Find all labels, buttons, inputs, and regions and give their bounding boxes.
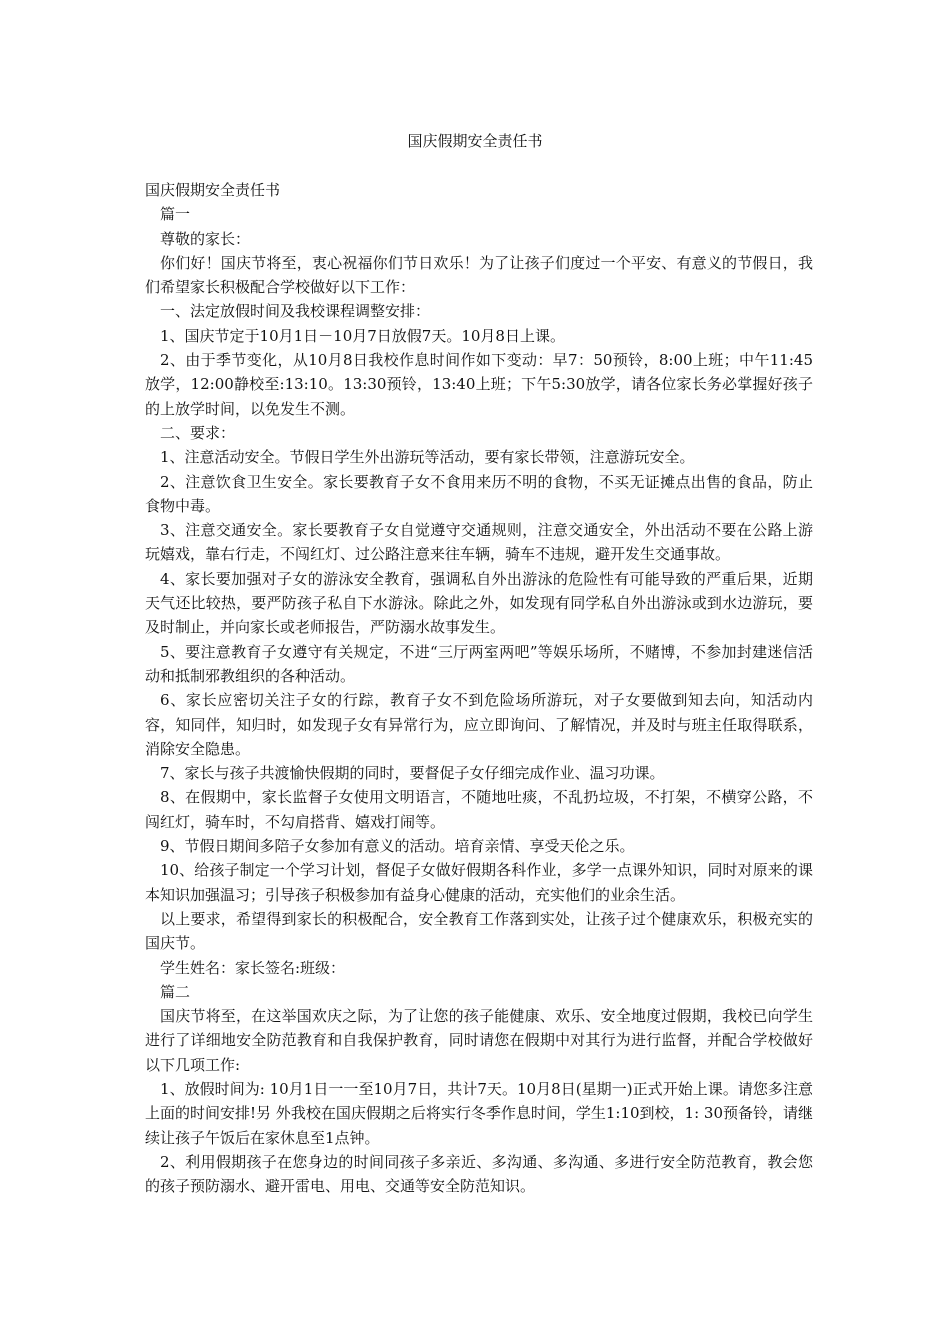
paragraph: 尊敬的家长： bbox=[160, 229, 251, 248]
paragraph: 4、家长要加强对子女的游泳安全教育，强调私自外出游泳的危险性有可能导致的严重后果，近期天气还比较热，要严防孩子私自下水游泳。除此之外，如发现有同学私自外出游泳或到水边游玩，要及时制止，并向家长或老师报告，严防溺水故事发生。 bbox=[145, 569, 813, 637]
document-title: 国庆假期安全责任书 bbox=[407, 132, 543, 150]
paragraph: 7、家长与孩子共渡愉快假期的同时，要督促子女仔细完成作业、温习功课。 bbox=[160, 764, 665, 783]
paragraph: 8、在假期中，家长监督子女使用文明语言，不随地吐痰，不乱扔垃圾，不打架，不横穿公路，不闯红灯，骑车时，不勾肩搭背、嬉戏打闹等。 bbox=[145, 788, 813, 831]
paragraph: 2、注意饮食卫生安全。家长要教育子女不食用来历不明的食物，不买无证摊点出售的食品，防止食物中毒。 bbox=[145, 472, 813, 515]
paragraph: 学生姓名：家长签名:班级： bbox=[160, 958, 346, 977]
paragraph: 6、家长应密切关注子女的行踪，教育子女不到危险场所游玩，对子女要做到知去向，知活动内容，知同伴，知归时，如发现子女有异常行为，应立即询问、了解情况，并及时与班主任取得联系，消除安全隐患。 bbox=[145, 691, 813, 758]
paragraph: 篇二 bbox=[160, 982, 191, 1001]
paragraph: 2、由于季节变化，从10月8日我校作息时间作如下变动：早7：50预铃，8:00上班；中午11:45放学，12:00静校至:13:10。13:30预铃，13:40上班；下午5:30放学，请各位家长务必掌握好孩子的上放学时间，以免发生不测。 bbox=[145, 351, 813, 418]
paragraph: 9、节假日期间多陪子女参加有意义的活动。培育亲情、享受天伦之乐。 bbox=[160, 837, 635, 856]
paragraph: 国庆假期安全责任书 bbox=[145, 181, 281, 199]
paragraph: 一、法定放假时间及我校课程调整安排： bbox=[160, 302, 431, 321]
paragraph: 你们好！国庆节将至，衷心祝福你们节日欢乐！为了让孩子们度过一个平安、有意义的节假日，我们希望家长积极配合学校做好以下工作： bbox=[145, 253, 813, 297]
document-body bbox=[145, 178, 813, 1198]
paragraph: 1、国庆节定于10月1日－10月7日放假7天。10月8日上课。 bbox=[160, 326, 565, 345]
paragraph: 5、要注意教育子女遵守有关规定，不进“三厅两室两吧”等娱乐场所，不赌博，不参加封建迷信活动和抵制邪教组织的各种活动。 bbox=[145, 642, 813, 685]
paragraph: 篇一 bbox=[160, 205, 191, 224]
paragraph: 以上要求，希望得到家长的积极配合，安全教育工作落到实处，让孩子过个健康欢乐，积极充实的国庆节。 bbox=[145, 909, 813, 953]
paragraph: 1、放假时间为: 10月1日一一至10月7日，共计7天。10月8日(星期一)正式开始上课。请您多注意上面的时间安排!另 外我校在国庆假期之后将实行冬季作息时间，学生1:10到校，1: 30预备铃，请继续让孩子午饭后在家休息至1点钟。 bbox=[145, 1079, 813, 1147]
paragraph: 2、利用假期孩子在您身边的时间同孩子多亲近、多沟通、多沟通、多进行安全防范教育，教会您的孩子预防溺水、避开雷电、用电、交通等安全防范知识。 bbox=[145, 1152, 813, 1196]
paragraph: 国庆节将至，在这举国欢庆之际，为了让您的孩子能健康、欢乐、安全地度过假期，我校已向学生进行了详细地安全防范教育和自我保护教育，同时请您在假期中对其行为进行监督，并配合学校做好以下几项工作: bbox=[145, 1007, 813, 1074]
paragraph: 10、给孩子制定一个学习计划，督促子女做好假期各科作业，多学一点课外知识，同时对原来的课本知识加强温习；引导孩子积极参加有益身心健康的活动，充实他们的业余生活。 bbox=[145, 861, 813, 904]
paragraph: 1、注意活动安全。节假日学生外出游玩等活动，要有家长带领，注意游玩安全。 bbox=[160, 448, 695, 467]
paragraph: 二、要求： bbox=[160, 423, 236, 442]
paragraph: 3、注意交通安全。家长要教育子女自觉遵守交通规则，注意交通安全，外出活动不要在公路上游玩嬉戏，靠右行走，不闯红灯、过公路注意来往车辆，骑车不违规，避开发生交通事故。 bbox=[145, 521, 813, 564]
